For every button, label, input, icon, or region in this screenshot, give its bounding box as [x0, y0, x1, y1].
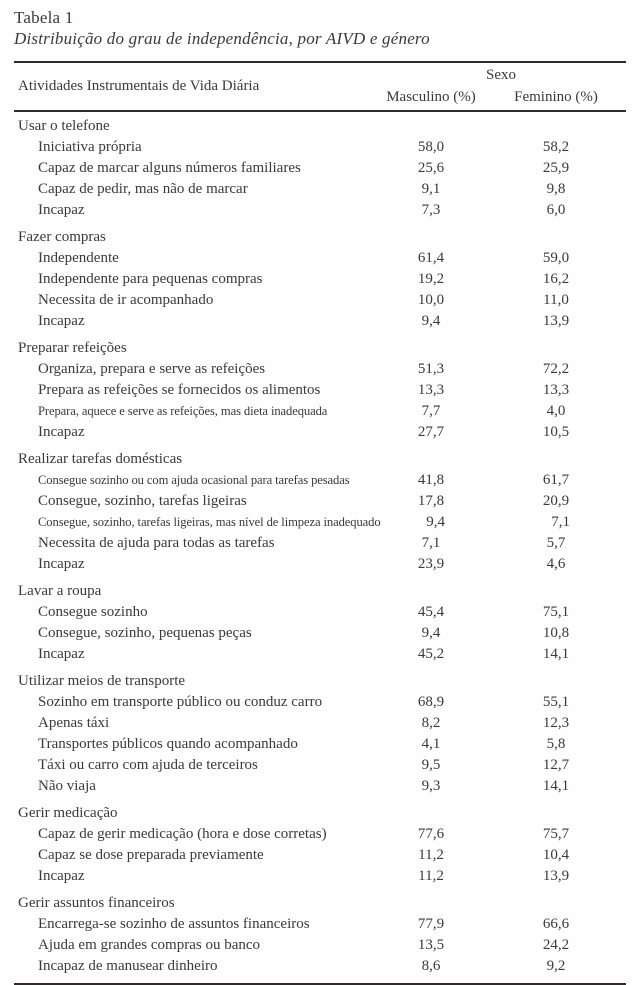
- value-feminino: 25,9: [542, 160, 570, 176]
- value-feminino: 75,7: [542, 826, 570, 842]
- value-masculino: 45,4: [417, 604, 445, 620]
- row-label: Apenas táxi: [38, 715, 110, 731]
- value-feminino: 10,5: [542, 424, 570, 440]
- value-masculino: 4,1: [421, 736, 441, 752]
- table-row: [14, 755, 626, 776]
- value-masculino: 41,8: [417, 472, 445, 488]
- value-masculino: 9,3: [421, 778, 441, 794]
- value-feminino: 75,1: [542, 604, 570, 620]
- value-masculino: 7,3: [421, 202, 441, 218]
- table-section: [14, 893, 626, 977]
- table-row: [14, 200, 626, 221]
- value-masculino: 9,4: [426, 514, 445, 530]
- table-row: [14, 554, 626, 575]
- column-header-masculino: Masculino (%): [386, 88, 476, 105]
- table-body: [14, 112, 626, 983]
- value-masculino: 25,6: [417, 160, 445, 176]
- value-feminino: 14,1: [542, 646, 570, 662]
- row-label: Prepara as refeições se fornecidos os alimentos: [38, 382, 321, 398]
- table-row: [14, 269, 626, 290]
- section-label: Preparar refeições: [18, 340, 127, 356]
- table-row: [14, 866, 626, 887]
- value-masculino: 51,3: [417, 361, 445, 377]
- value-feminino: 9,8: [546, 181, 566, 197]
- table-header: [14, 63, 626, 112]
- table-row: [14, 290, 626, 311]
- row-label: Consegue sozinho ou com ajuda ocasional para tarefas pesadas: [38, 473, 350, 487]
- row-label: Consegue, sozinho, tarefas ligeiras: [38, 493, 247, 509]
- section-label: Gerir assuntos financeiros: [18, 895, 175, 911]
- value-masculino: 10,0: [417, 292, 445, 308]
- table-section: [14, 338, 626, 443]
- value-masculino: 8,2: [421, 715, 441, 731]
- value-masculino: 68,9: [417, 694, 445, 710]
- section-label: Usar o telefone: [18, 118, 110, 134]
- section-label: Lavar a roupa: [18, 583, 102, 599]
- table-row: [14, 713, 626, 734]
- table-row: [14, 359, 626, 380]
- row-label: Transportes públicos quando acompanhado: [38, 736, 298, 752]
- section-header-row: [14, 338, 626, 359]
- value-feminino: 72,2: [542, 361, 570, 377]
- value-feminino: 16,2: [542, 271, 570, 287]
- section-header-row: [14, 803, 626, 824]
- row-label: Consegue, sozinho, tarefas ligeiras, mas nível de limpeza inadequado: [38, 515, 381, 529]
- value-masculino: 23,9: [417, 556, 445, 572]
- row-label: Incapaz: [38, 424, 85, 440]
- value-feminino: 55,1: [542, 694, 570, 710]
- value-feminino: 14,1: [542, 778, 570, 794]
- table-row: [14, 311, 626, 332]
- value-feminino: 5,7: [546, 535, 566, 551]
- section-label: Fazer compras: [18, 229, 106, 245]
- table-row: [14, 422, 626, 443]
- section-header-row: [14, 227, 626, 248]
- table-row: [14, 248, 626, 269]
- value-feminino: 9,2: [546, 958, 566, 974]
- value-masculino: 7,7: [421, 403, 441, 419]
- table-caption: Distribuição do grau de independência, por AIVD e género: [14, 29, 430, 48]
- column-group-sexo: Sexo: [486, 66, 516, 83]
- value-masculino: 11,2: [418, 868, 444, 884]
- table-row: [14, 512, 626, 533]
- value-masculino: 13,5: [417, 937, 445, 953]
- value-masculino: 27,7: [417, 424, 445, 440]
- value-masculino: 77,9: [417, 916, 445, 932]
- value-feminino: 6,0: [546, 202, 566, 218]
- value-feminino: 5,8: [546, 736, 566, 752]
- value-masculino: 9,5: [421, 757, 441, 773]
- table-row: [14, 179, 626, 200]
- row-label: Necessita de ir acompanhado: [38, 292, 214, 308]
- row-label: Necessita de ajuda para todas as tarefas: [38, 535, 275, 551]
- table-row: [14, 137, 626, 158]
- row-label: Incapaz: [38, 556, 85, 572]
- value-feminino: 10,8: [542, 625, 570, 641]
- row-label: Capaz de pedir, mas não de marcar: [38, 181, 248, 197]
- table-row: [14, 644, 626, 665]
- value-feminino: 12,7: [542, 757, 570, 773]
- section-header-row: [14, 116, 626, 137]
- section-header-row: [14, 581, 626, 602]
- row-label: Táxi ou carro com ajuda de terceiros: [38, 757, 258, 773]
- table-row: [14, 380, 626, 401]
- table-row: [14, 401, 626, 422]
- value-masculino: 13,3: [417, 382, 445, 398]
- value-masculino: 58,0: [417, 139, 445, 155]
- section-header-row: [14, 449, 626, 470]
- table-section: [14, 803, 626, 887]
- table-row: [14, 914, 626, 935]
- table-row: [14, 692, 626, 713]
- value-feminino: 11,0: [543, 292, 569, 308]
- row-label: Prepara, aquece e serve as refeições, mas dieta inadequada: [38, 404, 328, 418]
- row-label: Independente: [38, 250, 119, 266]
- table-section: [14, 227, 626, 332]
- table-row: [14, 956, 626, 977]
- iadl-table: [14, 61, 626, 985]
- table-row: [14, 158, 626, 179]
- table-row: [14, 470, 626, 491]
- table-row: [14, 623, 626, 644]
- table-section: [14, 671, 626, 797]
- value-feminino: 13,9: [542, 313, 570, 329]
- table-section: [14, 449, 626, 575]
- value-feminino: 13,9: [542, 868, 570, 884]
- table-row: [14, 776, 626, 797]
- table-row: [14, 845, 626, 866]
- value-masculino: 9,4: [421, 625, 441, 641]
- section-label: Realizar tarefas domésticas: [18, 451, 183, 467]
- section-header-row: [14, 671, 626, 692]
- value-feminino: 13,3: [542, 382, 570, 398]
- section-label: Utilizar meios de transporte: [18, 673, 186, 689]
- table-row: [14, 533, 626, 554]
- table-row: [14, 491, 626, 512]
- value-masculino: 61,4: [417, 250, 445, 266]
- value-feminino: 12,3: [542, 715, 570, 731]
- value-masculino: 17,8: [417, 493, 445, 509]
- section-header-row: [14, 893, 626, 914]
- row-label: Capaz de gerir medicação (hora e dose corretas): [38, 826, 327, 842]
- section-label: Gerir medicação: [18, 805, 118, 821]
- value-feminino: 59,0: [542, 250, 570, 266]
- table-number: Tabela 1: [14, 8, 74, 27]
- row-label: Incapaz: [38, 202, 85, 218]
- value-feminino: 58,2: [542, 139, 570, 155]
- row-label: Capaz de marcar alguns números familiares: [38, 160, 301, 176]
- value-masculino: 8,6: [421, 958, 441, 974]
- row-label: Consegue, sozinho, pequenas peças: [38, 625, 252, 641]
- value-feminino: 4,0: [546, 403, 566, 419]
- row-label: Ajuda em grandes compras ou banco: [38, 937, 261, 953]
- table-section: [14, 581, 626, 665]
- value-feminino: 10,4: [542, 847, 570, 863]
- table-row: [14, 935, 626, 956]
- value-feminino: 7,1: [551, 514, 570, 530]
- column-header-feminino: Feminino (%): [514, 88, 598, 105]
- value-feminino: 20,9: [542, 493, 570, 509]
- row-label: Capaz se dose preparada previamente: [38, 847, 264, 863]
- row-label: Incapaz: [38, 313, 85, 329]
- row-label: Organiza, prepara e serve as refeições: [38, 361, 266, 377]
- value-feminino: 66,6: [542, 916, 570, 932]
- row-label: Incapaz: [38, 868, 85, 884]
- column-header-activities: Atividades Instrumentais de Vida Diária: [18, 77, 260, 94]
- row-label: Não viaja: [38, 778, 96, 794]
- row-label: Sozinho em transporte público ou conduz carro: [38, 694, 323, 710]
- row-label: Independente para pequenas compras: [38, 271, 263, 287]
- table-section: [14, 116, 626, 221]
- row-label: Incapaz de manusear dinheiro: [38, 958, 218, 974]
- row-label: Consegue sozinho: [38, 604, 148, 620]
- value-masculino: 11,2: [418, 847, 444, 863]
- table-row: [14, 824, 626, 845]
- value-masculino: 7,1: [421, 535, 441, 551]
- value-masculino: 77,6: [417, 826, 445, 842]
- table-row: [14, 602, 626, 623]
- value-feminino: 24,2: [542, 937, 570, 953]
- value-masculino: 9,1: [421, 181, 441, 197]
- value-masculino: 45,2: [417, 646, 445, 662]
- row-label: Incapaz: [38, 646, 85, 662]
- value-masculino: 19,2: [417, 271, 445, 287]
- value-masculino: 9,4: [421, 313, 441, 329]
- row-label: Encarrega-se sozinho de assuntos financeiros: [38, 916, 310, 932]
- row-label: Iniciativa própria: [38, 139, 142, 155]
- value-feminino: 61,7: [542, 472, 570, 488]
- value-feminino: 4,6: [546, 556, 566, 572]
- table-row: [14, 734, 626, 755]
